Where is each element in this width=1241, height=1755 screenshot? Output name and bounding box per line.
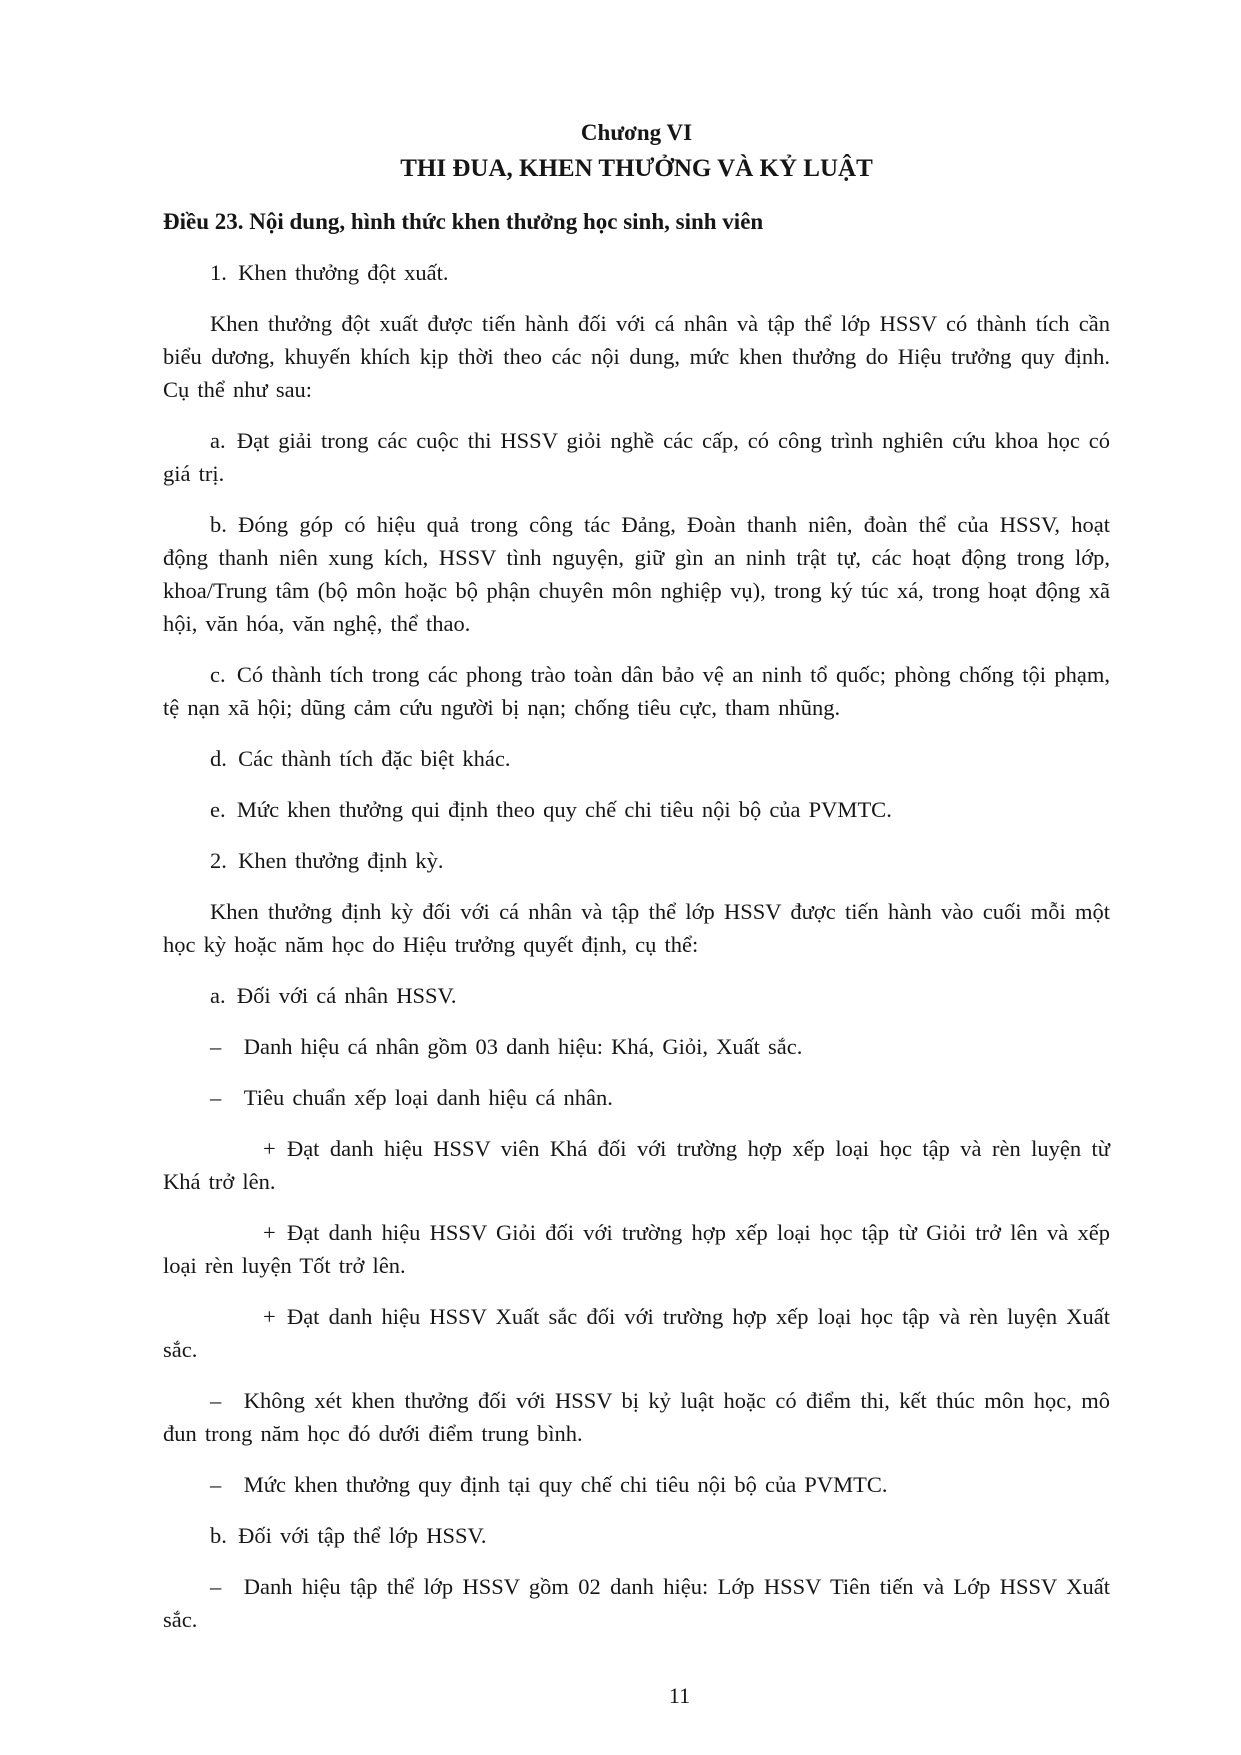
chapter-heading: Chương VI [580, 120, 693, 145]
chapter-title: THI ĐUA, KHEN THƯỞNG VÀ KỶ LUẬT [400, 155, 873, 182]
plus-gioi-criterion: + Đạt danh hiệu HSSV Giỏi đối với trường hợp xếp loại học tập từ Giỏi trở lên và xếp loại rèn luyện Tốt trở lên. [163, 1220, 1110, 1278]
page-number: 11 [668, 1683, 691, 1708]
dash-reward-level: – Mức khen thưởng quy định tại quy chế chi tiêu nội bộ của PVMTC. [210, 1472, 888, 1497]
item-a-individual: a. Đối với cá nhân HSSV. [210, 983, 457, 1008]
item-d-other-achievements: d. Các thành tích đặc biệt khác. [210, 746, 511, 771]
article-title: Điều 23. Nội dung, hình thức khen thưởng học sinh, sinh viên [163, 209, 764, 234]
dash-class-titles: – Danh hiệu tập thể lớp HSSV gồm 02 danh hiệu: Lớp HSSV Tiên tiến và Lớp HSSV Xuất sắc. [163, 1574, 1110, 1632]
item-b-class-collective: b. Đối với tập thể lớp HSSV. [210, 1523, 487, 1548]
plus-kha-criterion: + Đạt danh hiệu HSSV viên Khá đối với trường hợp xếp loại học tập và rèn luyện từ Khá trở lên. [163, 1136, 1110, 1194]
dash-title-criteria: – Tiêu chuẩn xếp loại danh hiệu cá nhân. [210, 1085, 613, 1110]
item-a-contests: a. Đạt giải trong các cuộc thi HSSV giỏi nghề các cấp, có công trình nghiên cứu khoa học có giá trị. [163, 428, 1110, 486]
document-body [163, 116, 1110, 1636]
clause-2-title: 2. Khen thưởng định kỳ. [210, 848, 444, 873]
plus-xuat-sac-criterion: + Đạt danh hiệu HSSV Xuất sắc đối với trường hợp xếp loại học tập và rèn luyện Xuất sắc. [163, 1304, 1110, 1362]
clause-1-intro: Khen thưởng đột xuất được tiến hành đối với cá nhân và tập thể lớp HSSV có thành tích cần biểu dương, khuyến khích kịp thời theo các nội dung, mức khen thưởng do Hiệu trưởng quy định. Cụ thể như sau: [163, 311, 1110, 402]
clause-2-intro: Khen thưởng định kỳ đối với cá nhân và tập thể lớp HSSV được tiến hành vào cuối mỗi một học kỳ hoặc năm học do Hiệu trưởng quyết định, cụ thể: [163, 899, 1110, 957]
item-b-contributions: b. Đóng góp có hiệu quả trong công tác Đảng, Đoàn thanh niên, đoàn thể của HSSV, hoạt động thanh niên xung kích, HSSV tình nguyện, giữ gìn an ninh trật tự, các hoạt động trong lớp, khoa/Trung tâm (bộ môn hoặc bộ phận chuyên môn nghiệp vụ), trong ký túc xá, trong hoạt động xã hội, văn hóa, văn nghệ, thể thao. [163, 512, 1110, 636]
item-e-reward-level: e. Mức khen thưởng qui định theo quy chế chi tiêu nội bộ của PVMTC. [210, 797, 892, 822]
dash-individual-titles: – Danh hiệu cá nhân gồm 03 danh hiệu: Khá, Giỏi, Xuất sắc. [210, 1034, 803, 1059]
item-c-movements: c. Có thành tích trong các phong trào toàn dân bảo vệ an ninh tổ quốc; phòng chống tội phạm, tệ nạn xã hội; dũng cảm cứu người bị nạn; chống tiêu cực, tham nhũng. [163, 662, 1110, 720]
dash-no-reward-condition: – Không xét khen thưởng đối với HSSV bị kỷ luật hoặc có điểm thi, kết thúc môn học, mô đun trong năm học đó dưới điểm trung bình. [163, 1388, 1110, 1446]
clause-1-title: 1. Khen thưởng đột xuất. [210, 260, 449, 285]
